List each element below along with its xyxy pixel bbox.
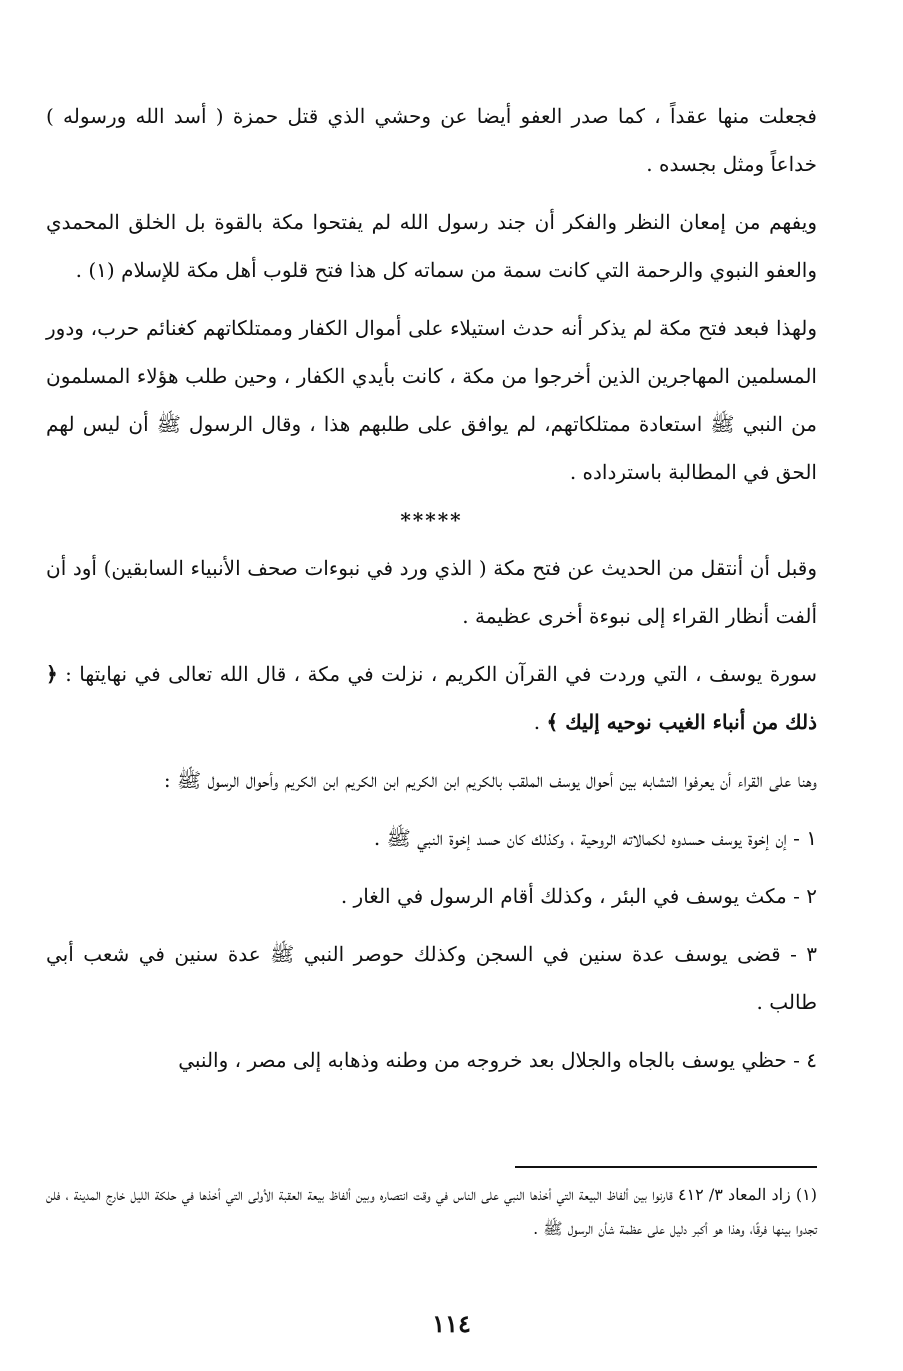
paragraph-yusuf — [46, 650, 817, 746]
paragraph-yusuf-text: سورة يوسف ، التي وردت في القرآن الكريم ، نزلت في مكة ، قال الله تعالى في نهايتها : — [65, 662, 817, 686]
quran-verse: ﴿ ذلك من أنباء الغيب نوحيه إليك ﴾ — [46, 662, 817, 734]
section-separator: ***** — [400, 508, 463, 532]
paragraph-2: ويفهم من إمعان النظر والفكر أن جند رسول الله لم يفتحوا مكة بالقوة بل الخلق المحمدي والعفو النبوي والرحمة التي كانت سمة من سماته كل هذا فتح قلوب أهل مكة للإسلام (١) . — [46, 210, 817, 282]
paragraph-4: وقبل أن أنتقل من الحديث عن فتح مكة ( الذي ورد في نبوءات صحف الأنبياء السابقين) أود أن ألفت أنظار القراء إلى نبوءة أخرى عظيمة . — [46, 556, 817, 628]
paragraph-comparison-intro: وهنا على القراء أن يعرفوا التشابه بين أحوال يوسف الملقب بالكريم ابن الكريم ابن الكريم ابن الكريم وأحوال الرسول ﷺ : — [163, 768, 817, 792]
list-item-1: ١ - إن إخوة يوسف حسدوه لكمالاته الروحية ، وكذلك كان حسد إخوة النبي ﷺ . — [373, 826, 817, 850]
list-item-4: ٤ - حظي يوسف بالجاه والجلال بعد خروجه من وطنه وذهابه إلى مصر ، والنبي — [178, 1048, 817, 1072]
paragraph-yusuf-end: . — [533, 710, 547, 734]
footnote: (١) زاد المعاد ٣/ ٤١٢ قارنوا بين ألفاظ البيعة التي أخذها النبي على الناس في وقت انتصاره وبين ألفاظ بيعة العقبة الأولى التي أخذها في حلكة الليل خارج المدينة ، فلن تجدوا بينها فرقًا، وهذا هو أكبر دليل على عظمة شأن الرسول ﷺ . — [46, 1185, 817, 1238]
list-item-3: ٣ - قضى يوسف عدة سنين في السجن وكذلك حوصر النبي ﷺ عدة سنين في شعب أبي طالب . — [46, 942, 817, 1014]
list-item-2: ٢ - مكث يوسف في البئر ، وكذلك أقام الرسول في الغار . — [340, 884, 817, 908]
footnote-divider — [515, 1166, 817, 1168]
paragraph-3: ولهذا فبعد فتح مكة لم يذكر أنه حدث استيلاء على أموال الكفار وممتلكاتهم كغنائم حرب، ودور المسلمين المهاجرين الذين أخرجوا من مكة ، كانت بأيدي الكفار ، وحين طلب هؤلاء المسلمون من النبي ﷺ استعادة ممتلكاتهم، لم يوافق على طلبهم هذا ، وقال الرسول ﷺ أن ليس لهم الحق في المطالبة باسترداده . — [46, 316, 817, 484]
paragraph-1: فجعلت منها عقداً ، كما صدر العفو أيضا عن وحشي الذي قتل حمزة ( أسد الله ورسوله ) خداعاً ومثل بجسده . — [46, 104, 817, 176]
page-number: ١١٤ — [432, 1309, 471, 1338]
